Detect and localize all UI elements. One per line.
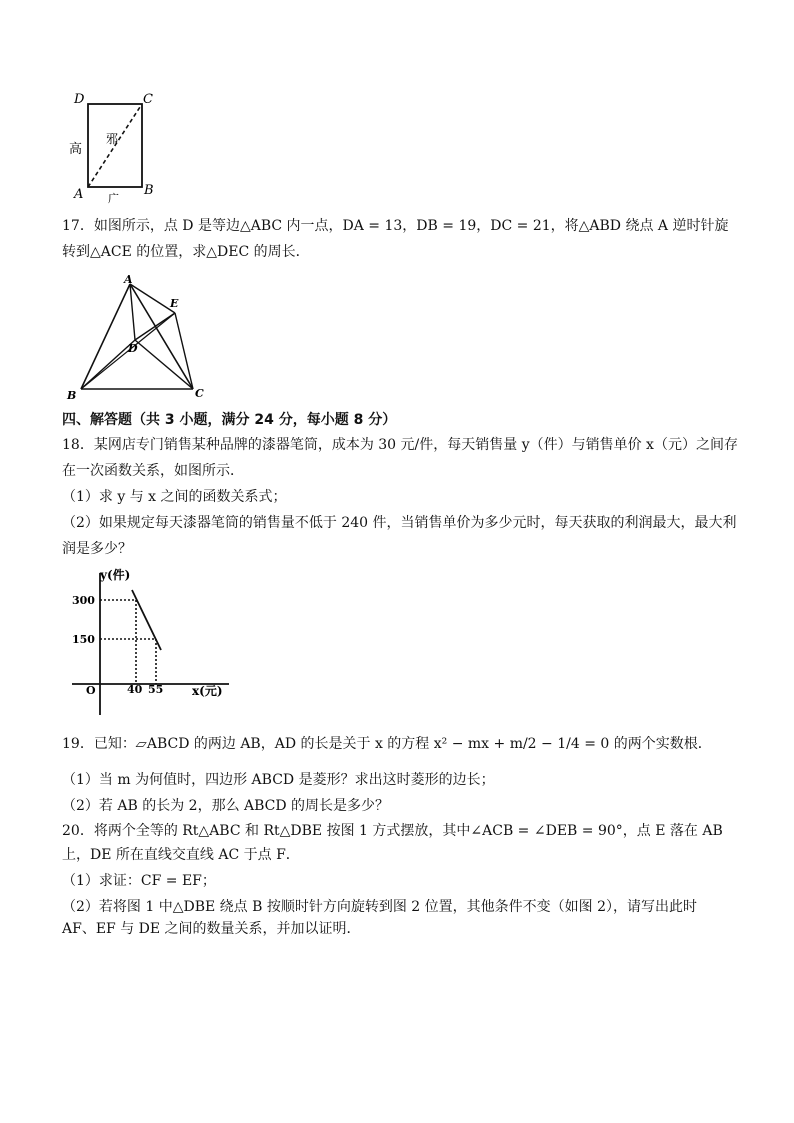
parallelogram-symbol: ▱ [133,737,148,752]
q17-line1: 17．如图所示，点 D 是等边△ABC 内一点，DA = 13，DB = 19，DC = 21，将△ABD 绕点 A 逆时针旋 [62,218,729,234]
label-C: C [195,387,204,400]
label-A: A [124,273,133,286]
q19-prefix: 19．已知： [62,736,136,752]
q17-line2: 转到△ACE 的位置，求△DEC 的周长． [62,244,310,260]
q18-line1: 18．某网店专门销售某种品牌的漆器笔筒，成本为 30 元/件，每天销售量 y（件）与销售单价 x（元）之间存 [62,437,738,453]
q19-part1: （1）当 m 为何值时，四边形 ABCD 是菱形？求出这时菱形的边长； [62,772,495,788]
q20-part2-line1: （2）若将图 1 中△DBE 绕点 B 按顺时针方向旋转到图 2 位置，其他条件不变（如图 2），请写出此时 [62,899,698,915]
label-B: B [144,183,154,198]
section-4-title: 四、解答题（共 3 小题，满分 24 分，每小题 8 分） [62,412,397,428]
label-width: 广 [108,192,119,205]
label-C: C [143,92,153,107]
x-tick-40: 40 [127,683,143,696]
label-diagonal: 邪 [106,132,119,146]
y-tick-300: 300 [72,594,95,607]
x-axis-label: x(元) [192,684,223,698]
figure-triangle-rotation [60,273,220,405]
x-tick-55: 55 [148,683,164,696]
q18-part2-line1: （2）如果规定每天漆器笔筒的销售量不低于 240 件，当销售单价为多少元时，每天获取的利润最大，最大利 [62,515,737,531]
q20-line1: 20．将两个全等的 Rt△ABC 和 Rt△DBE 按图 1 方式摆放，其中∠ACB = ∠DEB = 90°，点 E 落在 AB [62,823,723,839]
q20-line2: 上，DE 所在直线交直线 AC 于点 F． [62,847,300,863]
label-A: A [74,187,84,202]
q20-part2-line2: AF、EF 与 DE 之间的数量关系，并加以证明． [62,921,361,937]
label-height: 高 [69,142,83,157]
q18-part2-line2: 润是多少？ [62,541,132,557]
y-tick-150: 150 [72,633,95,646]
q18-line2: 在一次函数关系，如图所示． [62,463,244,479]
label-E: E [170,297,179,310]
q19-body: ABCD 的两边 AB，AD 的长是关于 x 的方程 x² − mx + m/2 − 1/4 = 0 的两个实数根． [146,736,712,752]
label-D: D [128,342,138,355]
figure-rectangle-diagonal [60,86,170,206]
q19-line [62,735,712,754]
label-B: B [67,389,77,402]
label-D: D [74,92,85,107]
q20-part1: （1）求证：CF = EF； [62,873,216,889]
y-axis-label: y(件) [100,568,131,582]
q19-part2: （2）若 AB 的长为 2，那么 ABCD 的周长是多少？ [62,798,390,814]
q18-part1: （1）求 y 与 x 之间的函数关系式； [62,489,287,505]
origin-label: O [86,684,96,697]
figure-sales-graph [64,565,234,717]
